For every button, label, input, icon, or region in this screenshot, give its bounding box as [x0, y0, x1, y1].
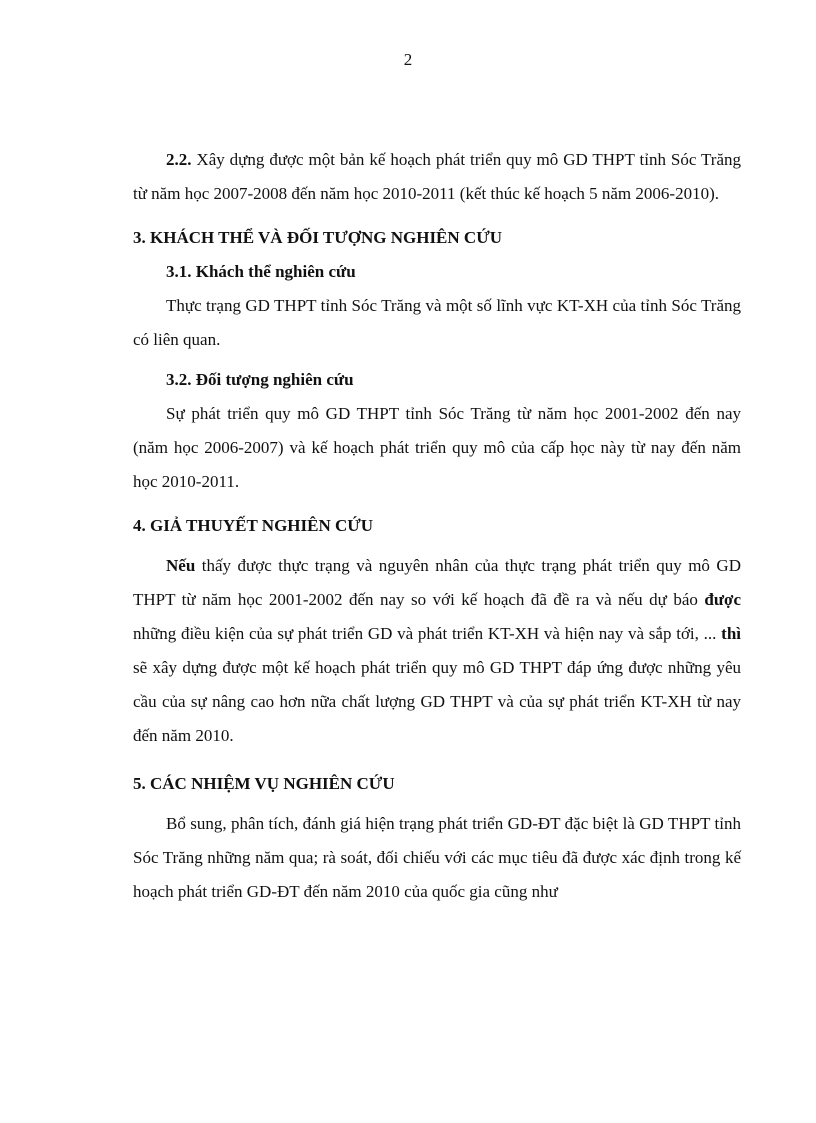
- bold-thi: thì: [721, 624, 741, 643]
- paragraph-2-2: [133, 143, 741, 211]
- section-5-text: Bổ sung, phân tích, đánh giá hiện trạng phát triển GD-ĐT đặc biệt là GD THPT tỉnh Sóc Trăng những năm qua; rà soát, đối chiếu với các mục tiêu đã được xác định trong kế hoạch phát triển GD-ĐT đến năm 2010 của quốc gia cũng như: [133, 814, 741, 901]
- hypothesis-text-2: những điều kiện của sự phát triển GD và phát triển KT-XH và hiện nay và sắp tới, ...: [133, 624, 722, 643]
- section-4-heading: 4. GIẢ THUYẾT NGHIÊN CỨU: [133, 516, 374, 535]
- subsection-3-1-heading: 3.1. Khách thể nghiên cứu: [166, 262, 356, 281]
- subsection-3-2-text: Sự phát triển quy mô GD THPT tỉnh Sóc Trăng từ năm học 2001-2002 đến nay (năm học 2006-2007) và kế hoạch phát triển quy mô của cấp học này từ nay đến năm học 2010-2011.: [133, 404, 741, 491]
- hypothesis-text-1: thấy được thực trạng và nguyên nhân của thực trạng phát triển quy mô GD THPT từ năm học 2001-2002 đến nay so với kế hoạch đã đề ra và nếu dự báo: [133, 556, 741, 609]
- paragraph-text: Xây dựng được một bản kế hoạch phát triển quy mô GD THPT tỉnh Sóc Trăng từ năm học 2007-2008 đến năm học 2010-2011 (kết thúc kế hoạch 5 năm 2006-2010).: [133, 150, 741, 203]
- section-3-heading: 3. KHÁCH THỂ VÀ ĐỐI TƯỢNG NGHIÊN CỨU: [133, 228, 503, 247]
- paragraph-number: 2.2.: [166, 150, 192, 169]
- subsection-3-2-heading: 3.2. Đối tượng nghiên cứu: [166, 370, 354, 389]
- subsection-3-1-text: Thực trạng GD THPT tỉnh Sóc Trăng và một số lĩnh vực KT-XH của tỉnh Sóc Trăng có liên quan.: [133, 296, 741, 349]
- bold-duoc: được: [704, 590, 741, 609]
- bold-if: Nếu: [166, 556, 196, 575]
- document-body: [133, 143, 741, 909]
- section-5-heading: 5. CÁC NHIỆM VỤ NGHIÊN CỨU: [133, 774, 395, 793]
- hypothesis-paragraph: [133, 549, 741, 753]
- page-number: 2: [403, 50, 413, 69]
- hypothesis-text-3: sẽ xây dựng được một kế hoạch phát triển quy mô GD THPT đáp ứng được những yêu cầu của sự nâng cao hơn nữa chất lượng GD THPT và của sự phát triển KT-XH từ nay đến năm 2010.: [133, 658, 741, 745]
